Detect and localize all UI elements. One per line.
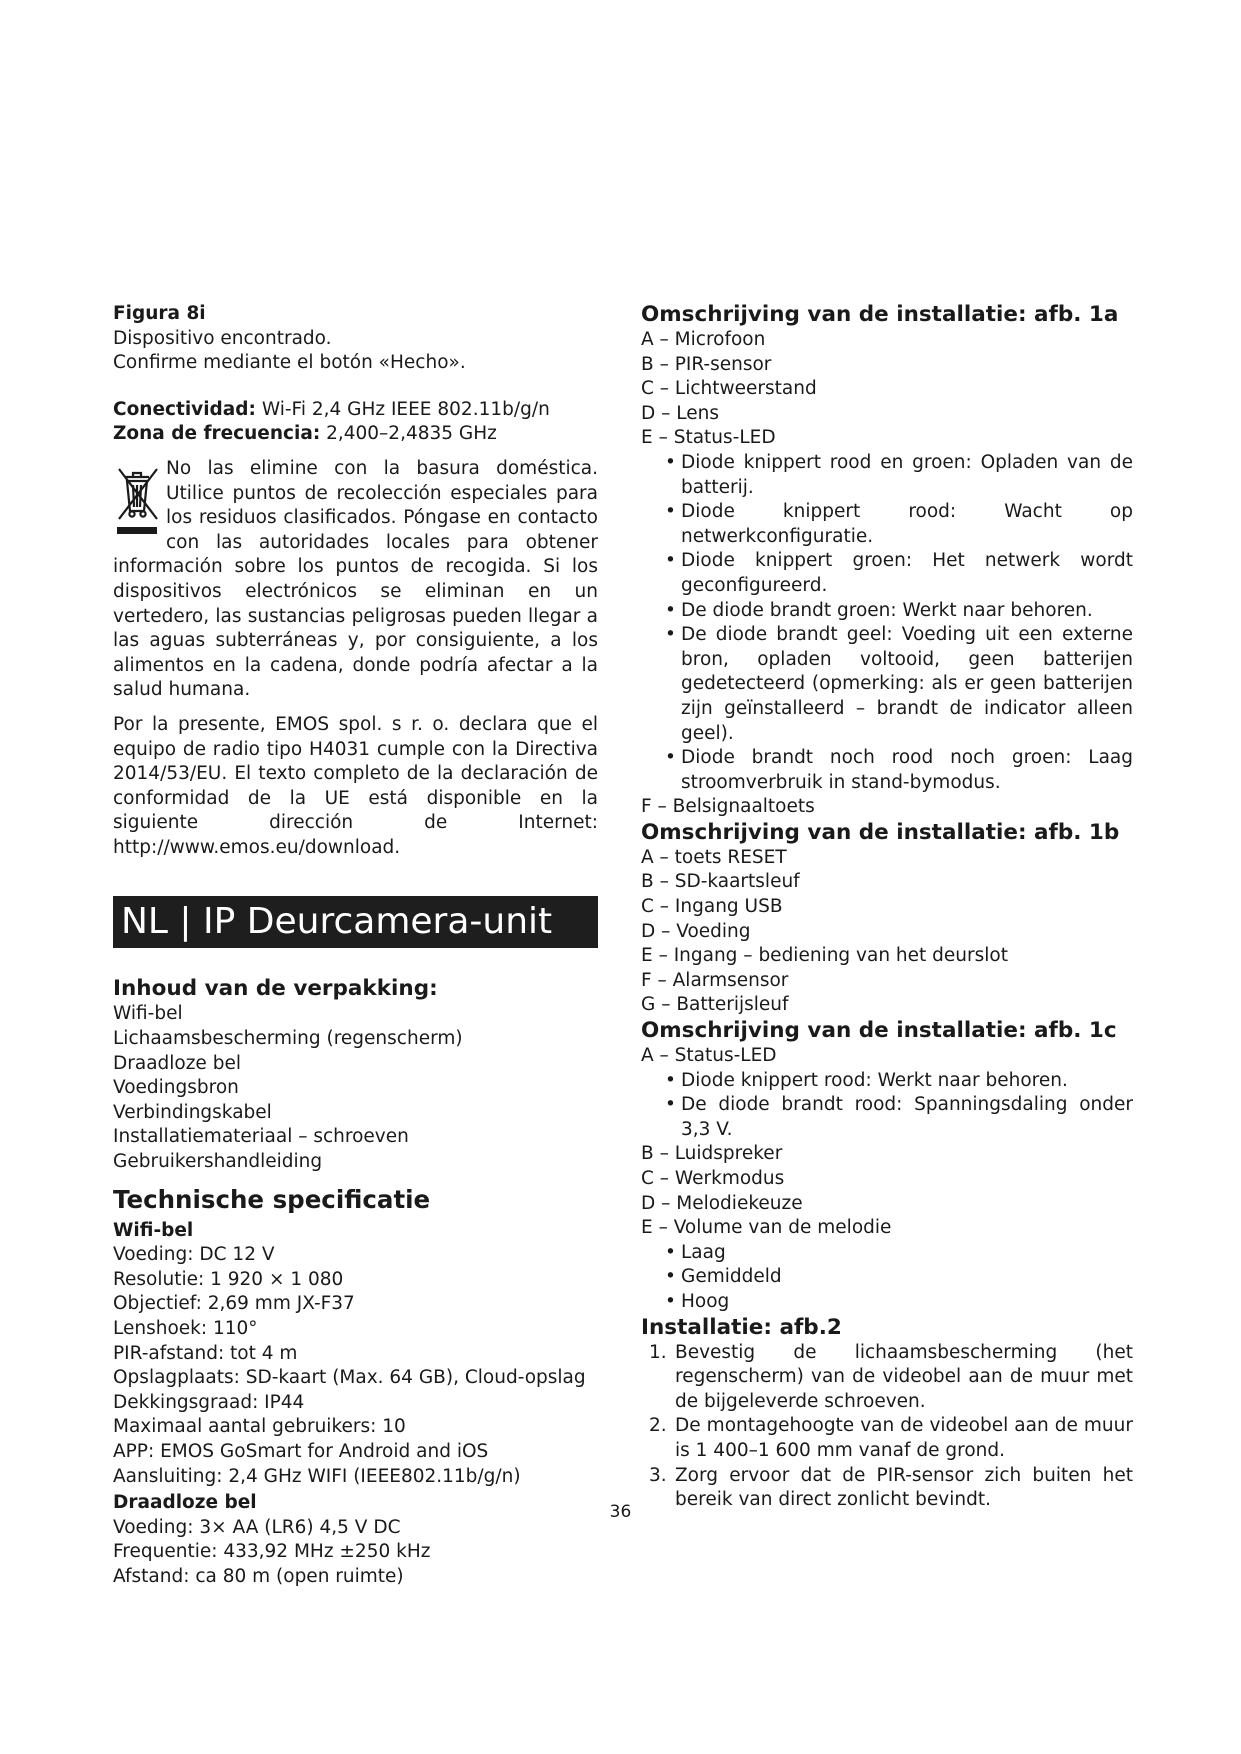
- bullet-item: • Diode knippert groen: Het netwerk wordt geconfigureerd.: [681, 549, 1133, 598]
- list-item: E – Status-LED: [641, 427, 776, 449]
- connectivity-value: Wi-Fi 2,4 GHz IEEE 802.11b/g/n: [255, 398, 550, 420]
- list-item: Gebruikershandleiding: [113, 1151, 323, 1173]
- list-item: D – Melodiekeuze: [641, 1192, 803, 1214]
- spec-line: Frequentie: 433,92 MHz ±250 kHz: [113, 1541, 431, 1563]
- list-item: B – Luidspreker: [641, 1143, 783, 1165]
- list-item: E – Volume van de melodie: [641, 1217, 892, 1239]
- list-item: A – Microfoon: [641, 329, 766, 350]
- tech-heading: Technische specificatie: [113, 1184, 431, 1214]
- spec-line: APP: EMOS GoSmart for Android and iOS: [113, 1440, 489, 1462]
- connectivity-spec: [113, 398, 598, 423]
- list-item: E – Ingang – bediening van het deurslot: [641, 945, 1008, 967]
- step-number: 2.: [649, 1415, 667, 1437]
- bullet-item: • Gemiddeld: [681, 1265, 1133, 1290]
- bullet-item: • De diode brandt groen: Werkt naar behoren.: [681, 599, 1133, 624]
- spec-line: Voeding: DC 12 V: [113, 1244, 275, 1266]
- list-item: Installatiemateriaal – schroeven: [113, 1126, 409, 1148]
- disposal-notice: [113, 457, 598, 703]
- spec-line: Aansluiting: 2,4 GHz WIFI (IEEE802.11b/g/n): [113, 1465, 521, 1487]
- list-item: A – Status-LED: [641, 1045, 777, 1067]
- disposal-text: No las elimine con la basura doméstica. Utilice puntos de recolección especiales para los residuos clasificados. Póngase en contacto con las autoridades locales para obtener información sobre los puntos de recogida. Si los dispositivos electrónicos se eliminan en un vertedero, las sustancias peligrosas pueden llegar a las aguas subterráneas y, por consiguiente, a los alimentos en la cadena, donde podría afectar a la salud humana.: [113, 457, 598, 701]
- list-item: Lichaamsbescherming (regenscherm): [113, 1028, 463, 1050]
- install-steps: [641, 1341, 1133, 1513]
- bullet-item: • Diode knippert rood: Werkt naar behoren.: [681, 1069, 1133, 1094]
- fig1a-led-bullets: [641, 451, 1133, 795]
- spec-line: Voeding: 3× AA (LR6) 4,5 V DC: [113, 1516, 401, 1538]
- figure-line: Confirme mediante el botón «Hecho».: [113, 352, 466, 374]
- list-item: F – Alarmsensor: [641, 969, 789, 991]
- package-list: [113, 1002, 598, 1174]
- bullet-item: • De diode brandt geel: Voeding uit een externe bron, opladen voltooid, geen batterijen gedetecteerd (opmerking: als er geen batterijen zijn geïnstalleerd – brandt de indicator alleen geel).: [681, 623, 1133, 746]
- crossed-bin-icon: [113, 463, 161, 537]
- list-item: B – SD-kaartsleuf: [641, 871, 800, 893]
- spec-line: Resolutie: 1 920 × 1 080: [113, 1268, 344, 1290]
- list-item: Draadloze bel: [113, 1052, 241, 1074]
- list-item: A – toets RESET: [641, 846, 787, 868]
- fig1c-volume-bullets: [641, 1241, 1133, 1315]
- install-step: [649, 1341, 1133, 1415]
- step-text: Bevestig de lichaamsbescherming (het regenscherm) van de videobel aan de muur met de bijgeleverde schroeven.: [675, 1341, 1133, 1412]
- figure-title: Figura 8i: [113, 303, 206, 324]
- step-text: Zorg ervoor dat de PIR-sensor zich buiten het bereik van direct zonlicht bevindt.: [675, 1464, 1133, 1511]
- list-item: C – Lichtweerstand: [641, 378, 817, 400]
- list-item: D – Lens: [641, 402, 719, 424]
- wireless-bell-heading: Draadloze bel: [113, 1492, 257, 1514]
- bullet-item: • Hoog: [681, 1290, 1133, 1315]
- fig1c-heading: Omschrijving van de installatie: afb. 1c: [641, 1018, 1117, 1044]
- wireless-bell-specs: [113, 1516, 598, 1590]
- spec-line: Afstand: ca 80 m (open ruimte): [113, 1565, 404, 1587]
- left-column: [113, 302, 598, 1590]
- wifi-bell-specs: [113, 1243, 598, 1489]
- bullet-item: • Laag: [681, 1241, 1133, 1266]
- frequency-value: 2,400–2,4835 GHz: [320, 423, 497, 445]
- list-item: F – Belsignaaltoets: [641, 796, 815, 818]
- list-item: Voedingsbron: [113, 1077, 239, 1099]
- step-text: De montagehoogte van de videobel aan de muur is 1 400–1 600 mm vanaf de grond.: [675, 1415, 1133, 1461]
- spec-line: Opslagplaats: SD-kaart (Max. 64 GB), Cloud-opslag: [113, 1367, 586, 1389]
- fig1c-led-bullets: [641, 1069, 1133, 1143]
- spec-line: Maximaal aantal gebruikers: 10: [113, 1416, 406, 1438]
- bullet-item: • Diode brandt noch rood noch groen: Laag stroomverbruik in stand-bymodus.: [681, 746, 1133, 795]
- list-item: Wifi-bel: [113, 1003, 183, 1025]
- list-item: G – Batterijsleuf: [641, 994, 789, 1016]
- list-item: C – Ingang USB: [641, 896, 783, 918]
- bullet-item: • De diode brandt rood: Spanningsdaling onder 3,3 V.: [681, 1093, 1133, 1142]
- step-number: 3.: [649, 1464, 667, 1486]
- fig1a-heading: Omschrijving van de installatie: afb. 1a: [641, 302, 1119, 327]
- connectivity-label: Conectividad:: [113, 398, 256, 420]
- fig1b-heading: Omschrijving van de installatie: afb. 1b: [641, 819, 1120, 845]
- spec-line: PIR-afstand: tot 4 m: [113, 1342, 298, 1364]
- spec-line: Lenshoek: 110°: [113, 1318, 258, 1339]
- spec-line: Objectief: 2,69 mm JX-F37: [113, 1293, 355, 1315]
- step-number: 1.: [649, 1341, 667, 1363]
- wifi-bell-heading: Wifi-bel: [113, 1219, 194, 1241]
- spec-line: Dekkingsgraad: IP44: [113, 1391, 305, 1413]
- frequency-spec: [113, 422, 598, 447]
- page-number: 36: [609, 1502, 632, 1522]
- declaration-text: Por la presente, EMOS spol. s r. o. declara que el equipo de radio tipo H4031 cumple con la Directiva 2014/53/EU. El texto completo de la declaración de conformidad de la UE está disponible en la siguiente dirección de Internet: http://www.emos.eu/download.: [113, 713, 598, 858]
- section-banner: NL | IP Deurcamera-unit: [113, 896, 598, 948]
- install-heading: Installatie: afb.2: [641, 1314, 842, 1340]
- list-item: B – PIR-sensor: [641, 353, 772, 375]
- right-column: [641, 302, 1133, 1513]
- list-item: D – Voeding: [641, 920, 751, 942]
- list-item: C – Werkmodus: [641, 1168, 785, 1189]
- install-step: [649, 1414, 1133, 1463]
- list-item: Verbindingskabel: [113, 1101, 272, 1123]
- figure-line: Dispositivo encontrado.: [113, 327, 332, 349]
- frequency-label: Zona de frecuencia:: [113, 423, 321, 445]
- bullet-item: • Diode knippert rood en groen: Opladen van de batterij.: [681, 451, 1133, 500]
- package-heading: Inhoud van de verpakking:: [113, 976, 438, 1002]
- bullet-item: • Diode knippert rood: Wacht op netwerkconfiguratie.: [681, 500, 1133, 549]
